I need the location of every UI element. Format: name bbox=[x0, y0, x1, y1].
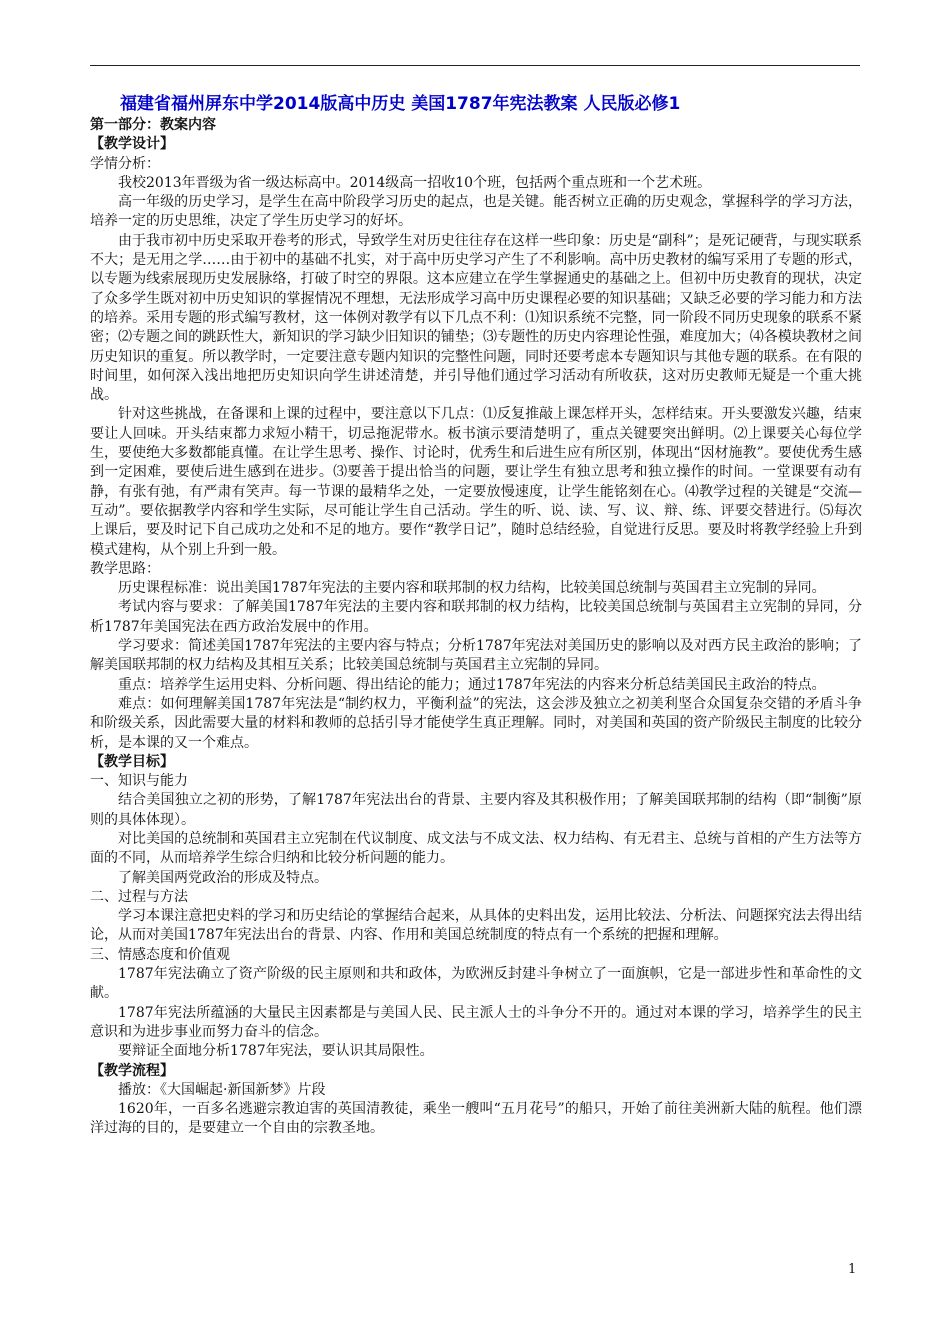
paragraph: 由于我市初中历史采取开卷考的形式，导致学生对历史往往存在这样一些印象：历史是“副科”；是死记硬背，与现实联系不大；是无用之学……由于初中的基础不扎实，对于高中历史学习产生了不利影响。高中历史教材的编写采用了专题的形式，以专题为线索展现历史发展脉络，打破了时空的界限。这本应建立在学生掌握通史的基础之上。但初中历史教育的现状，决定了众多学生既对初中历史知识的掌握情况不理想，无法形成学习高中历史课程必要的知识基础；又缺乏必要的学习能力和方法的培养。采用专题的形式编写教材，这一体例对教学有以下几点不利：⑴知识系统不完整，同一阶段不同历史现象的联系不紧密；⑵专题之间的跳跃性大，新知识的学习缺少旧知识的铺垫；⑶专题性的历史内容理论性强，难度加大；⑷各模块教材之间历史知识的重复。所以教学时，一定要注意专题内知识的完整性问题，同时还要考虑本专题知识与其他专题的联系。在有限的时间里，如何深入浅出地把历史知识向学生讲述清楚，并引导他们通过学习活动有所收获，这对历史教师无疑是一个重大挑战。 bbox=[90, 232, 862, 404]
paragraph: 学习要求：简述美国1787年宪法的主要内容与特点；分析1787年宪法对美国历史的影响以及对西方民主政治的影响；了解美国联邦制的权力结构及其相互关系；比较美国总统制与英国君主立宪制的异同。 bbox=[90, 638, 862, 674]
paragraph: 了解美国两党政治的形成及特点。 bbox=[118, 869, 328, 886]
paragraph: 考试内容与要求：了解美国1787年宪法的主要内容和联邦制的权力结构，比较美国总统制与英国君主立宪制的异同，分析1787年美国宪法在西方政治发展中的作用。 bbox=[90, 599, 862, 635]
page-number: 1 bbox=[848, 1262, 857, 1277]
paragraph: 要辩证全面地分析1787年宪法，要认识其局限性。 bbox=[118, 1043, 434, 1060]
paragraph: 学习本课注意把史料的学习和历史结论的掌握结合起来，从具体的史料出发，运用比较法、分析法、问题探究法去得出结论，从而对美国1787年宪法出台的背景、内容、作用和美国总统制度的特点有一个系统的把握和理解。 bbox=[90, 908, 862, 944]
paragraph: 对比美国的总统制和英国君主立宪制在代议制度、成文法与不成文法、权力结构、有无君主、总统与首相的产生方法等方面的不同，从而培养学生综合归纳和比较分析问题的能力。 bbox=[90, 830, 862, 867]
paragraph: 三、情感态度和价值观 bbox=[90, 946, 230, 963]
paragraph: 1787年宪法所蕴涵的大量民主因素都是与美国人民、民主派人士的斗争分不开的。通过对本课的学习，培养学生的民主意识和为进步事业而努力奋斗的信念。 bbox=[90, 1004, 862, 1040]
paragraph: 针对这些挑战，在备课和上课的过程中，要注意以下几点：⑴反复推敲上课怎样开头，怎样结束。开头要激发兴趣，结束要让人回味。开头结束都力求短小精干，切忌拖泥带水。板书演示要清楚明了，重点关键要突出鲜明。⑵上课要关心每位学生，要使绝大多数都能真懂。在让学生思考、操作、讨论时，优秀生和后进生应有所区别，体现出“因材施教”。要使优秀生感到一定困难，要使后进生感到在进步。⑶要善于提出恰当的问题，要让学生有独立思考和独立操作的时间。一堂课要有动有静，有张有弛，有严肃有笑声。每一节课的最精华之处，一定要放慢速度，让学生能铭刻在心。⑷教学过程的关键是“交流—互动”。要依据教学内容和学生实际，尽可能让学生自己活动。学生的听、说、读、写、议、辩、练、评要交替进行。⑸每次上课后，要及时记下自己成功之处和不足的地方。要作“教学日记”，随时总结经验，自觉进行反思。要及时将教学经验上升到模式建构，从个别上升到一般。 bbox=[90, 406, 862, 558]
section-heading: 【教学设计】 bbox=[90, 136, 174, 153]
paragraph: 高一年级的历史学习，是学生在高中阶段学习历史的起点，也是关键。能否树立正确的历史观念，掌握科学的学习方法，培养一定的历史思维，决定了学生历史学习的好坏。 bbox=[90, 194, 862, 230]
paragraph: 1620年，一百多名逃避宗教迫害的英国清教徒，乘坐一艘叫“五月花号”的船只，开始了前往美洲新大陆的航程。他们漂洋过海的目的，是要建立一个自由的宗教圣地。 bbox=[90, 1101, 862, 1137]
paragraph: 1787年宪法确立了资产阶级的民主原则和共和政体，为欧洲反封建斗争树立了一面旗帜，它是一部进步性和革命性的文献。 bbox=[90, 966, 862, 1002]
paragraph: 重点：培养学生运用史料、分析问题、得出结论的能力；通过1787年宪法的内容来分析总结美国民主政治的特点。 bbox=[118, 676, 826, 693]
paragraph: 教学思路： bbox=[90, 560, 160, 577]
document-text bbox=[90, 116, 862, 1139]
paragraph: 播放：《大国崛起·新国新梦》片段 bbox=[118, 1081, 326, 1098]
paragraph: 二、过程与方法 bbox=[90, 888, 188, 905]
paragraph: 我校2013年晋级为省一级达标高中。2014级高一招收10个班，包括两个重点班和一个艺术班。 bbox=[118, 174, 712, 191]
paragraph: 一、知识与能力 bbox=[90, 773, 188, 790]
document-title: 福建省福州屏东中学2014版高中历史 美国1787年宪法教案 人民版必修1 bbox=[120, 94, 681, 114]
header-rule bbox=[90, 65, 860, 66]
paragraph: 结合美国独立之初的形势，了解1787年宪法出台的背景、主要内容及其积极作用；了解美国联邦制的结构（即“制衡”原则的具体体现）。 bbox=[90, 792, 862, 828]
paragraph: 难点：如何理解美国1787年宪法是“制约权力，平衡利益”的宪法，这会涉及独立之初美利坚合众国复杂交错的矛盾斗争和阶级关系，因此需要大量的材料和教师的总括引导才能使学生真正理解。同时，对美国和英国的资产阶级民主制度的比较分析，是本课的又一个难点。 bbox=[90, 695, 862, 751]
section-heading: 【教学流程】 bbox=[90, 1062, 174, 1079]
paragraph: 历史课程标准：说出美国1787年宪法的主要内容和联邦制的权力结构，比较美国总统制与英国君主立宪制的异同。 bbox=[118, 580, 826, 597]
paragraph: 学情分析： bbox=[90, 155, 160, 172]
section-heading: 【教学目标】 bbox=[90, 753, 174, 770]
document-body bbox=[90, 92, 862, 1139]
section-heading: 第一部分：教案内容 bbox=[90, 117, 216, 133]
